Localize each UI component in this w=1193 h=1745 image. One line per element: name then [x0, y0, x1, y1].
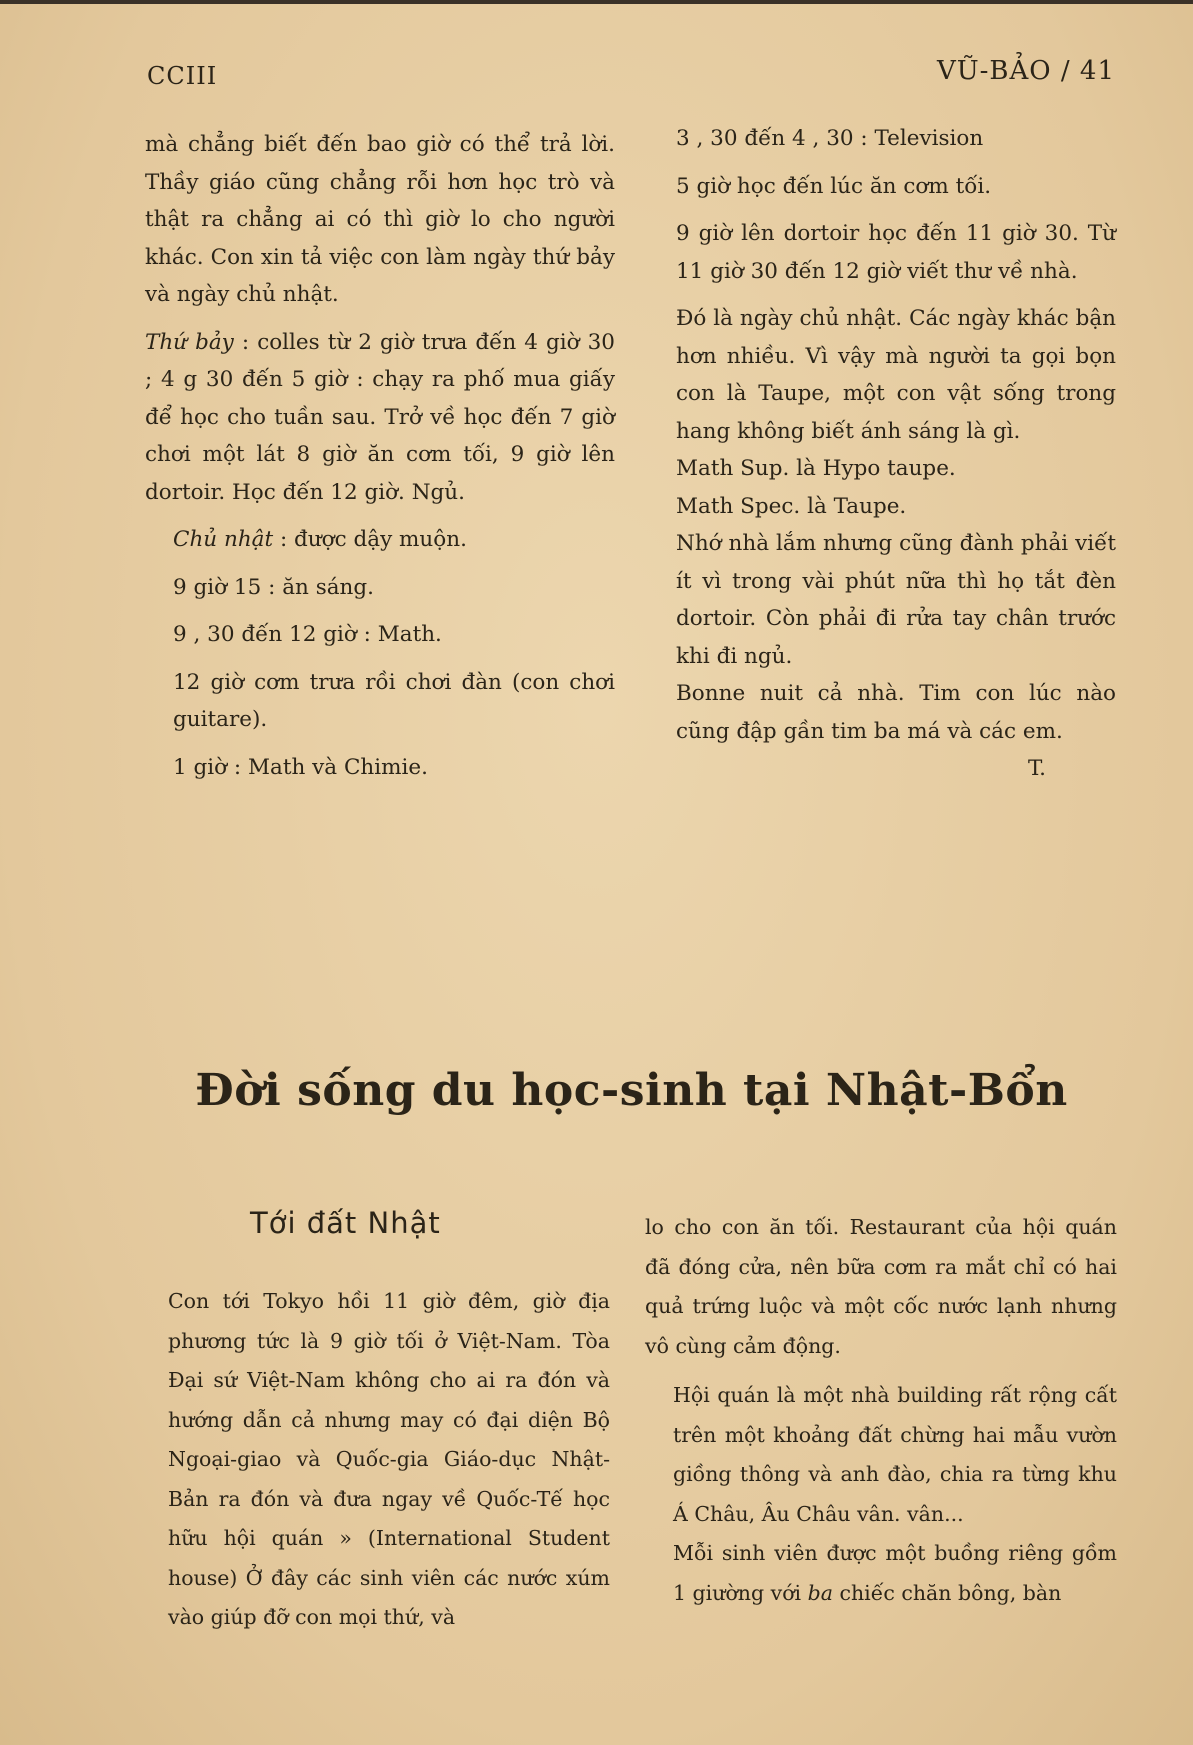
sunday-label: Chủ nhật — [173, 527, 274, 552]
text-run-italic: ba — [807, 1580, 833, 1605]
paragraph: Con tới Tokyo hồi 11 giờ đêm, giờ địa phương tức là 9 giờ tối ở Việt-Nam. Tòa Đại sứ Việt-Nam không cho ai ra đón và hướng dẫn cả nhưng may có đại diện Bộ Ngoại-giao và Quốc-gia Giáo-dục Nhật-Bản ra đón và đưa ngay về Quốc-Tế học hữu hội quán » (International Student house) Ở đây các sinh viên các nước xúm vào giúp đỡ con mọi thứ, và — [168, 1289, 610, 1629]
schedule-line: 5 giờ học đến lúc ăn cơm tối. — [676, 173, 992, 199]
schedule-line: 9 giờ 15 : ăn sáng. — [173, 574, 374, 600]
schedule-line: 1 giờ : Math và Chimie. — [173, 754, 428, 780]
schedule-line: 9 , 30 đến 12 giờ : Math. — [173, 622, 442, 647]
sunday-text: : được dậy muộn. — [273, 527, 467, 552]
schedule-line: 12 giờ cơm trưa rồi chơi đàn (con chơi guitare). — [173, 669, 615, 732]
paragraph-saturday — [145, 324, 615, 512]
saturday-text: : colles từ 2 giờ trưa đến 4 giờ 30 ; 4 g 30 đến 5 giờ : chạy ra phố mua giấy để học cho tuần sau. Trở về học đến 7 giờ chơi một lát 8 giờ ăn cơm tối, 9 giờ lên dortoir. Học đến 12 giờ. Ngủ. — [145, 329, 615, 505]
saturday-label: Thứ bảy — [145, 329, 234, 355]
section-code: CCIII — [147, 62, 218, 90]
paragraph-sunday — [145, 521, 615, 559]
top-edge-rule — [0, 0, 1193, 4]
text-run: Mỗi sinh viên được một buồng riêng gồm 1 giường với — [673, 1541, 1117, 1605]
paragraph: Hội quán là một nhà building rất rộng cất trên một khoảng đất chừng hai mẫu vườn giồng thông và anh đào, chia ra từng khu Á Châu, Âu Châu vân. vân... — [673, 1383, 1117, 1526]
article-column-right — [645, 1208, 1117, 1613]
paragraph: mà chẳng biết đến bao giờ có thể trả lời. Thầy giáo cũng chẳng rỗi hơn học trò và thật ra chẳng ai có thì giờ lo cho người khác. Con xin tả việc con làm ngày thứ bảy và ngày chủ nhật. — [145, 132, 615, 307]
article-column-left — [140, 1282, 610, 1638]
signature: T. — [1027, 756, 1046, 781]
text-run: chiếc chăn bông, bàn — [832, 1580, 1062, 1605]
schedule-line: 9 giờ lên dortoir học đến 11 giờ 30. Từ 11 giờ 30 đến 12 giờ viết thư về nhà. — [676, 221, 1116, 284]
paragraph: Math Sup. là Hypo taupe. — [676, 456, 956, 481]
page-header-author-page: VŨ-BẢO / 41 — [936, 56, 1115, 86]
paragraph: Đó là ngày chủ nhật. Các ngày khác bận hơn nhiều. Vì vậy mà người ta gọi bọn con là Taupe, một con vật sống trong hang không biết ánh sáng là gì. — [676, 306, 1116, 444]
paragraph — [645, 1534, 1117, 1613]
schedule-line: 3 , 30 đến 4 , 30 : Television — [676, 126, 984, 151]
article-title: Đời sống du học-sinh tại Nhật-Bổn — [195, 1065, 1068, 1116]
letter-column-left — [145, 126, 615, 786]
letter-column-right — [648, 120, 1116, 788]
paragraph: Bonne nuit cả nhà. Tim con lúc nào cũng đập gần tim ba má và các em. — [676, 681, 1116, 744]
paragraph: Nhớ nhà lắm nhưng cũng đành phải viết ít vì trong vài phút nữa thì họ tắt đèn dortoir. Còn phải đi rửa tay chân trước khi đi ngủ. — [676, 531, 1116, 669]
paragraph: Math Spec. là Taupe. — [676, 493, 907, 519]
article-subheading: Tới đất Nhật — [250, 1206, 441, 1240]
paragraph: lo cho con ăn tối. Restaurant của hội quán đã đóng cửa, nên bữa cơm ra mắt chỉ có hai quả trứng luộc và một cốc nước lạnh nhưng vô cùng cảm động. — [645, 1215, 1117, 1358]
